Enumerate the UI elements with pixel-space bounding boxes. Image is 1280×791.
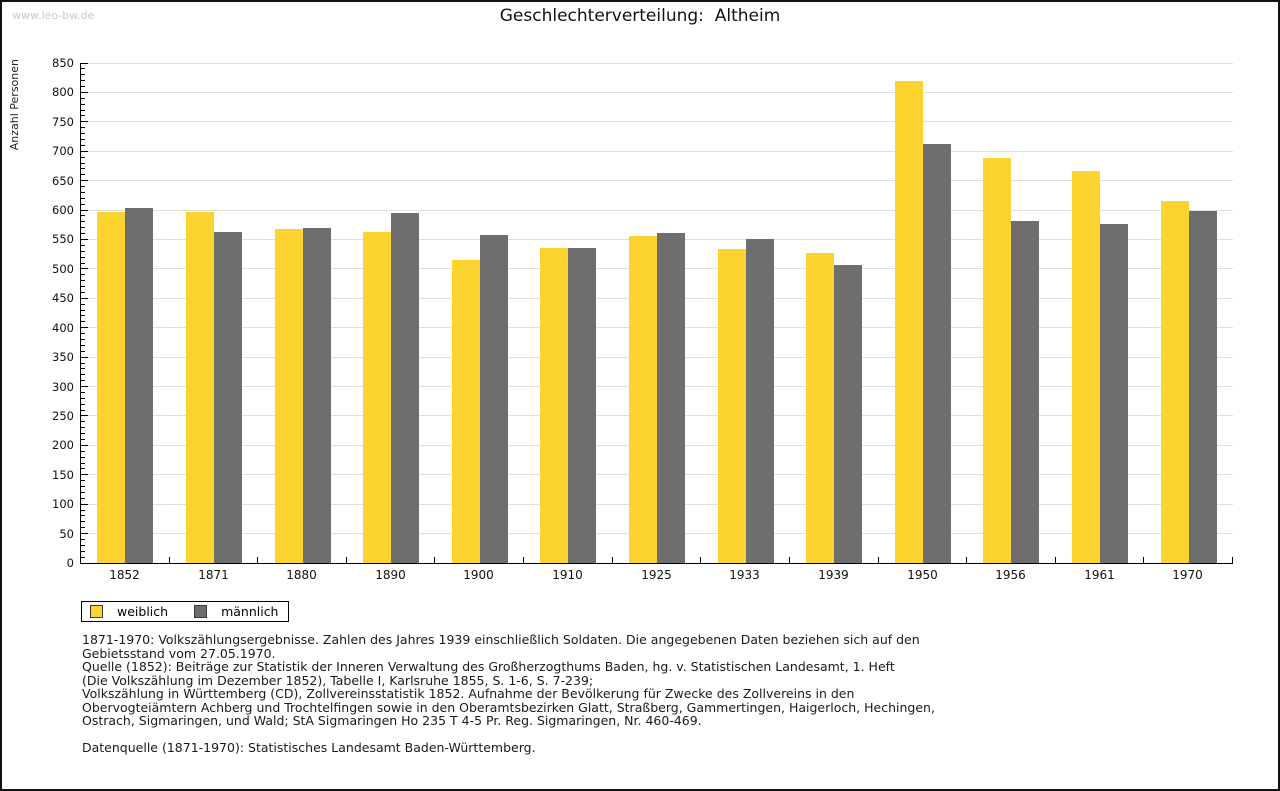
- y-major-tick: [81, 180, 88, 181]
- y-minor-tick: [81, 215, 85, 216]
- bar-männlich-1970: [1189, 211, 1217, 563]
- weiblich-color-swatch: [90, 605, 103, 618]
- watermark: www.leo-bw.de: [12, 9, 95, 22]
- y-major-tick: [81, 298, 88, 299]
- x-tick-label: 1950: [907, 568, 938, 582]
- y-tick-label: 150: [52, 467, 74, 482]
- y-minor-tick: [81, 345, 85, 346]
- y-minor-tick: [81, 86, 85, 87]
- y-minor-tick: [81, 304, 85, 305]
- maennlich-color-swatch: [194, 605, 207, 618]
- y-minor-tick: [81, 515, 85, 516]
- y-tick-label: 550: [52, 232, 74, 247]
- y-minor-tick: [81, 133, 85, 134]
- bar-männlich-1871: [214, 232, 242, 563]
- bar-männlich-1961: [1100, 224, 1128, 563]
- y-major-tick: [81, 533, 88, 534]
- bar-männlich-1910: [568, 248, 596, 563]
- bar-weiblich-1890: [363, 232, 391, 563]
- y-minor-tick: [81, 421, 85, 422]
- y-minor-tick: [81, 321, 85, 322]
- y-minor-tick: [81, 110, 85, 111]
- gridline: [81, 63, 1233, 64]
- y-minor-tick: [81, 557, 85, 558]
- y-major-tick: [81, 327, 88, 328]
- y-tick-label: 800: [52, 85, 74, 100]
- gridline: [81, 92, 1233, 93]
- x-tick: [523, 557, 524, 563]
- y-major-tick: [81, 210, 88, 211]
- x-tick-label: 1890: [375, 568, 406, 582]
- y-minor-tick: [81, 510, 85, 511]
- y-major-tick: [81, 474, 88, 475]
- x-tick-label: 1910: [552, 568, 583, 582]
- y-axis-tick-labels: [2, 56, 74, 570]
- bar-weiblich-1970: [1161, 201, 1189, 563]
- x-tick-label: 1900: [463, 568, 494, 582]
- y-minor-tick: [81, 80, 85, 81]
- y-minor-tick: [81, 539, 85, 540]
- bar-weiblich-1950: [895, 81, 923, 563]
- legend-label-maennlich: männlich: [221, 604, 279, 619]
- x-tick-label: 1852: [109, 568, 140, 582]
- x-tick: [1143, 557, 1144, 563]
- y-minor-tick: [81, 186, 85, 187]
- bar-weiblich-1880: [275, 229, 303, 563]
- y-minor-tick: [81, 521, 85, 522]
- y-minor-tick: [81, 204, 85, 205]
- y-minor-tick: [81, 139, 85, 140]
- x-tick-label: 1939: [818, 568, 849, 582]
- y-minor-tick: [81, 463, 85, 464]
- bar-männlich-1933: [746, 239, 774, 563]
- x-tick: [878, 557, 879, 563]
- y-minor-tick: [81, 492, 85, 493]
- y-major-tick: [81, 268, 88, 269]
- legend-label-weiblich: weiblich: [117, 604, 169, 619]
- y-tick-label: 850: [52, 56, 74, 70]
- gridline: [81, 121, 1233, 122]
- bar-männlich-1939: [834, 265, 862, 563]
- source-note-line: Gebietsstand vom 27.05.1970.: [82, 645, 276, 661]
- x-tick: [1232, 557, 1233, 563]
- x-tick: [789, 557, 790, 563]
- x-tick: [169, 557, 170, 563]
- y-tick-label: 350: [52, 350, 74, 365]
- y-minor-tick: [81, 363, 85, 364]
- y-minor-tick: [81, 163, 85, 164]
- x-tick-label: 1880: [286, 568, 317, 582]
- y-minor-tick: [81, 439, 85, 440]
- y-minor-tick: [81, 263, 85, 264]
- y-minor-tick: [81, 157, 85, 158]
- y-minor-tick: [81, 498, 85, 499]
- y-tick-label: 50: [59, 526, 74, 541]
- bar-männlich-1900: [480, 235, 508, 563]
- bar-männlich-1880: [303, 228, 331, 563]
- y-minor-tick: [81, 380, 85, 381]
- y-minor-tick: [81, 315, 85, 316]
- x-tick: [434, 557, 435, 563]
- y-major-tick: [81, 239, 88, 240]
- gridline: [81, 180, 1233, 181]
- y-minor-tick: [81, 374, 85, 375]
- y-minor-tick: [81, 98, 85, 99]
- y-minor-tick: [81, 145, 85, 146]
- y-major-tick: [81, 445, 88, 446]
- bar-weiblich-1961: [1072, 171, 1100, 563]
- y-minor-tick: [81, 192, 85, 193]
- y-minor-tick: [81, 351, 85, 352]
- y-minor-tick: [81, 545, 85, 546]
- y-minor-tick: [81, 233, 85, 234]
- x-tick: [257, 557, 258, 563]
- gridline: [81, 210, 1233, 211]
- source-note-line: Volkszählung in Württemberg (CD), Zollvereinsstatistik 1852. Aufnahme der Bevölkerung für Zwecke des Zollvereins in den: [82, 686, 855, 701]
- x-tick: [966, 557, 967, 563]
- y-minor-tick: [81, 551, 85, 552]
- source-notes: [82, 633, 935, 755]
- y-minor-tick: [81, 245, 85, 246]
- y-tick-label: 750: [52, 114, 74, 129]
- y-minor-tick: [81, 433, 85, 434]
- y-minor-tick: [81, 251, 85, 252]
- y-minor-tick: [81, 168, 85, 169]
- y-minor-tick: [81, 310, 85, 311]
- y-minor-tick: [81, 451, 85, 452]
- bar-männlich-1852: [125, 208, 153, 563]
- y-minor-tick: [81, 480, 85, 481]
- legend-item-weiblich: [82, 604, 168, 619]
- y-tick-label: 300: [52, 379, 74, 394]
- y-major-tick: [81, 357, 88, 358]
- y-minor-tick: [81, 198, 85, 199]
- y-major-tick: [81, 504, 88, 505]
- y-minor-tick: [81, 127, 85, 128]
- y-tick-label: 650: [52, 173, 74, 188]
- x-tick: [1055, 557, 1056, 563]
- y-minor-tick: [81, 392, 85, 393]
- y-major-tick: [81, 151, 88, 152]
- y-minor-tick: [81, 68, 85, 69]
- x-tick-label: 1970: [1172, 568, 1203, 582]
- y-tick-label: 450: [52, 291, 74, 306]
- x-tick-label: 1956: [995, 568, 1026, 582]
- x-axis-tick-labels: [80, 568, 1232, 584]
- bar-männlich-1956: [1011, 221, 1039, 563]
- y-minor-tick: [81, 286, 85, 287]
- bar-weiblich-1956: [983, 158, 1011, 563]
- y-tick-label: 200: [52, 438, 74, 453]
- y-minor-tick: [81, 274, 85, 275]
- y-minor-tick: [81, 104, 85, 105]
- chart-title: Geschlechterverteilung: Altheim: [499, 6, 781, 26]
- y-tick-label: 0: [66, 556, 74, 570]
- y-tick-label: 600: [52, 203, 74, 218]
- chart-legend: [81, 601, 289, 622]
- x-tick: [346, 557, 347, 563]
- y-minor-tick: [81, 333, 85, 334]
- x-tick-label: 1871: [198, 568, 229, 582]
- y-minor-tick: [81, 74, 85, 75]
- source-note-line: 1871-1970: Volkszählungsergebnisse. Zahlen des Jahres 1939 einschließlich Soldaten. Die angegebenen Daten beziehen sich auf den: [82, 632, 920, 647]
- y-minor-tick: [81, 398, 85, 399]
- y-minor-tick: [81, 527, 85, 528]
- y-minor-tick: [81, 368, 85, 369]
- bar-männlich-1925: [657, 233, 685, 563]
- gridline: [81, 151, 1233, 152]
- bar-weiblich-1939: [806, 253, 834, 563]
- bar-weiblich-1900: [452, 260, 480, 563]
- source-note-line: Obervogteiämtern Achberg und Trochtelfingen sowie in den Oberamtsbezirken Glatt, Straßberg, Gammertingen, Haigerloch, Hechingen,: [82, 699, 935, 715]
- bar-weiblich-1852: [97, 212, 125, 563]
- y-minor-tick: [81, 257, 85, 258]
- x-tick: [700, 557, 701, 563]
- x-tick-label: 1925: [641, 568, 672, 582]
- y-minor-tick: [81, 339, 85, 340]
- y-tick-label: 100: [52, 497, 74, 512]
- y-minor-tick: [81, 404, 85, 405]
- y-axis-label: Anzahl Personen: [8, 59, 21, 151]
- bar-weiblich-1910: [540, 248, 568, 563]
- source-note-line: (Die Volkszählung im Dezember 1852), Tabelle I, Karlsruhe 1855, S. 1-6, S. 7-239;: [82, 672, 594, 688]
- y-minor-tick: [81, 174, 85, 175]
- datasource-line: Datenquelle (1871-1970): Statistisches Landesamt Baden-Württemberg.: [82, 740, 536, 755]
- bar-männlich-1890: [391, 213, 419, 563]
- y-minor-tick: [81, 227, 85, 228]
- bar-weiblich-1933: [718, 249, 746, 563]
- y-minor-tick: [81, 457, 85, 458]
- y-major-tick: [81, 92, 88, 93]
- y-tick-label: 400: [52, 320, 74, 335]
- y-major-tick: [81, 63, 88, 64]
- y-major-tick: [81, 386, 88, 387]
- y-tick-label: 250: [52, 408, 74, 423]
- y-minor-tick: [81, 221, 85, 222]
- y-minor-tick: [81, 292, 85, 293]
- x-tick: [612, 557, 613, 563]
- source-note-line: Quelle (1852): Beiträge zur Statistik der Inneren Verwaltung des Großherzogthums Baden, hg. v. Statistischen Landesamt, 1. Heft: [82, 659, 895, 674]
- x-tick-label: 1933: [729, 568, 760, 582]
- y-major-tick: [81, 415, 88, 416]
- bar-weiblich-1925: [629, 236, 657, 563]
- y-tick-label: 500: [52, 261, 74, 276]
- x-tick-label: 1961: [1084, 568, 1115, 582]
- bar-weiblich-1871: [186, 212, 214, 563]
- y-tick-label: 700: [52, 144, 74, 159]
- bar-männlich-1950: [923, 144, 951, 563]
- bar-chart-plot-area: [80, 63, 1233, 564]
- legend-item-maennlich: [168, 604, 278, 619]
- y-minor-tick: [81, 486, 85, 487]
- y-minor-tick: [81, 115, 85, 116]
- y-minor-tick: [81, 468, 85, 469]
- y-minor-tick: [81, 410, 85, 411]
- y-major-tick: [81, 121, 88, 122]
- y-minor-tick: [81, 427, 85, 428]
- y-minor-tick: [81, 280, 85, 281]
- source-note-line: Ostrach, Sigmaringen, und Wald; StA Sigmaringen Ho 235 T 4-5 Pr. Reg. Sigmaringen, Nr. 460-469.: [82, 713, 702, 728]
